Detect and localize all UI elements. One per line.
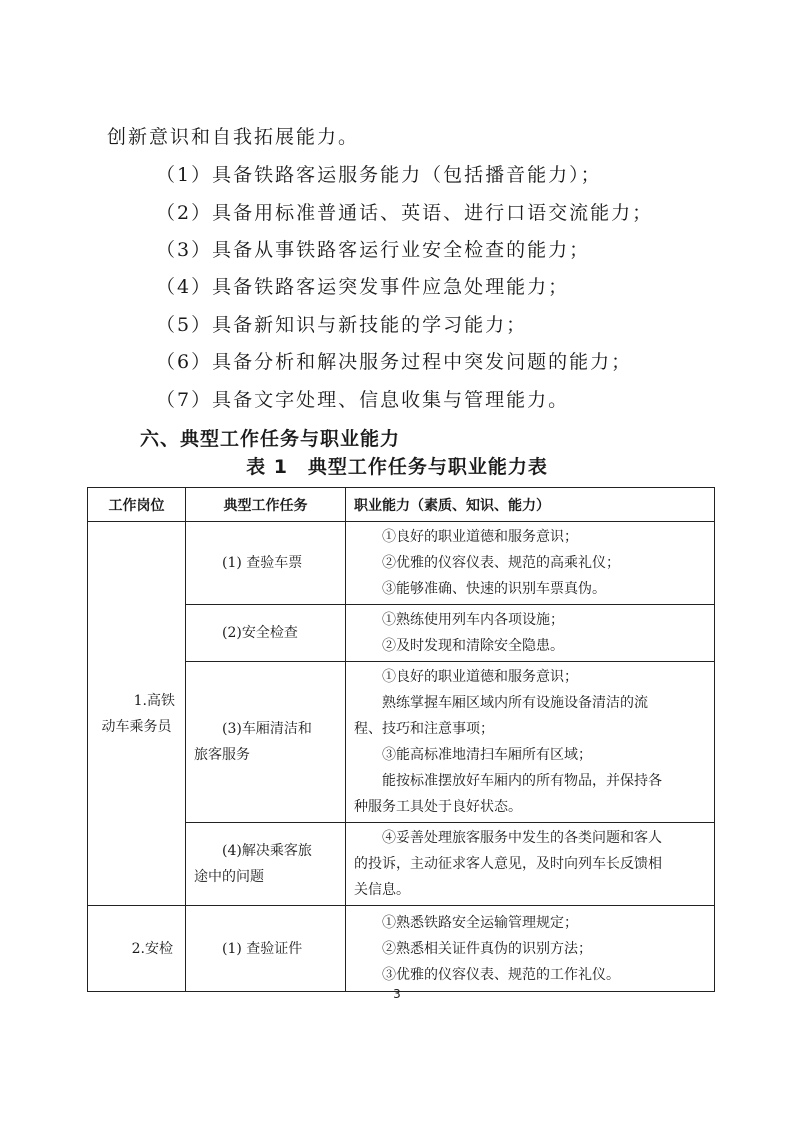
ability-cell: [346, 906, 715, 992]
ability-item-4: （4）具备铁路客运突发事件应急处理能力；: [156, 276, 570, 298]
ability-line: ③优雅的仪容仪表、规范的工作礼仪。: [382, 966, 620, 983]
position-name-line: 2.安检: [131, 940, 173, 957]
task-label-cont: 旅客服务: [194, 747, 250, 763]
ability-line: ①熟练使用列车内各项设施；: [382, 612, 564, 628]
ability-line: ④妥善处理旅客服务中发生的各类问题和客人: [382, 830, 662, 846]
ability-line: 种服务工具处于良好状态。: [354, 799, 522, 815]
task-cell: [186, 662, 346, 823]
table-header-row: [88, 488, 715, 522]
ability-item-3: （3）具备从事铁路客运行业安全检查的能力；: [156, 239, 591, 261]
task-cell: [186, 823, 346, 906]
header-position: 工作岗位: [88, 488, 186, 522]
task-label: (4)解决乘客旅: [222, 843, 312, 859]
ability-line: 的投诉，主动征求客人意见，及时向列车长反馈相: [354, 856, 662, 872]
ability-line: ①熟悉铁路安全运输管理规定；: [382, 914, 578, 931]
ability-line: ③能够准确、快速的识别车票真伪。: [382, 581, 606, 597]
header-task: 典型工作任务: [186, 488, 346, 522]
position-name-line: 动车乘务员: [101, 718, 172, 735]
task-cell: [186, 605, 346, 662]
ability-line: ①良好的职业道德和服务意识；: [382, 529, 578, 545]
ability-line: ①良好的职业道德和服务意识；: [382, 669, 578, 685]
ability-cell: [346, 662, 715, 823]
table-row: [88, 906, 715, 992]
position-name-line: 1.高铁: [133, 692, 175, 709]
ability-item-2: （2）具备用标准普通话、英语、进行口语交流能力；: [156, 202, 654, 224]
ability-line: 熟练掌握车厢区域内所有设施设备清洁的流: [382, 695, 648, 711]
task-label-cont: 途中的问题: [194, 869, 264, 885]
ability-line: 程、技巧和注意事项；: [354, 721, 494, 737]
task-ability-table: [87, 487, 715, 992]
ability-item-1: （1）具备铁路客运服务能力（包括播音能力）；: [156, 164, 602, 186]
ability-line: ②及时发现和清除安全隐患。: [382, 638, 564, 654]
ability-item-5: （5）具备新知识与新技能的学习能力；: [156, 314, 528, 336]
task-label: (1) 查验证件: [222, 940, 303, 957]
ability-cell: [346, 522, 715, 605]
task-cell: [186, 522, 346, 605]
ability-line: 关信息。: [354, 882, 410, 898]
position-cell: [88, 906, 186, 992]
ability-cell: [346, 605, 715, 662]
lead-paragraph: 创新意识和自我拓展能力。: [107, 126, 360, 148]
ability-item-6: （6）具备分析和解决服务过程中突发问题的能力；: [156, 351, 633, 373]
header-ability: 职业能力（素质、知识、能力）: [346, 488, 715, 522]
task-cell: [186, 906, 346, 992]
ability-line: ②熟悉相关证件真伪的识别方法；: [382, 940, 592, 957]
ability-line: 能按标准摆放好车厢内的所有物品，并保持各: [382, 773, 662, 789]
ability-line: ③能高标准地清扫车厢所有区域；: [382, 747, 592, 763]
ability-cell: [346, 823, 715, 906]
section-heading: 六、典型工作任务与职业能力: [140, 428, 401, 450]
task-label: (3)车厢清洁和: [222, 721, 312, 737]
task-label: (1) 查验车票: [222, 555, 303, 571]
table-caption: 表 1 典型工作任务与职业能力表: [246, 456, 548, 478]
ability-item-7: （7）具备文字处理、信息收集与管理能力。: [156, 389, 570, 411]
ability-line: ②优雅的仪容仪表、规范的高乘礼仪；: [382, 555, 620, 571]
page-number: 3: [393, 987, 401, 1001]
table-row: [88, 522, 715, 605]
task-label: (2)安全检查: [222, 625, 298, 641]
position-cell: [88, 522, 186, 906]
